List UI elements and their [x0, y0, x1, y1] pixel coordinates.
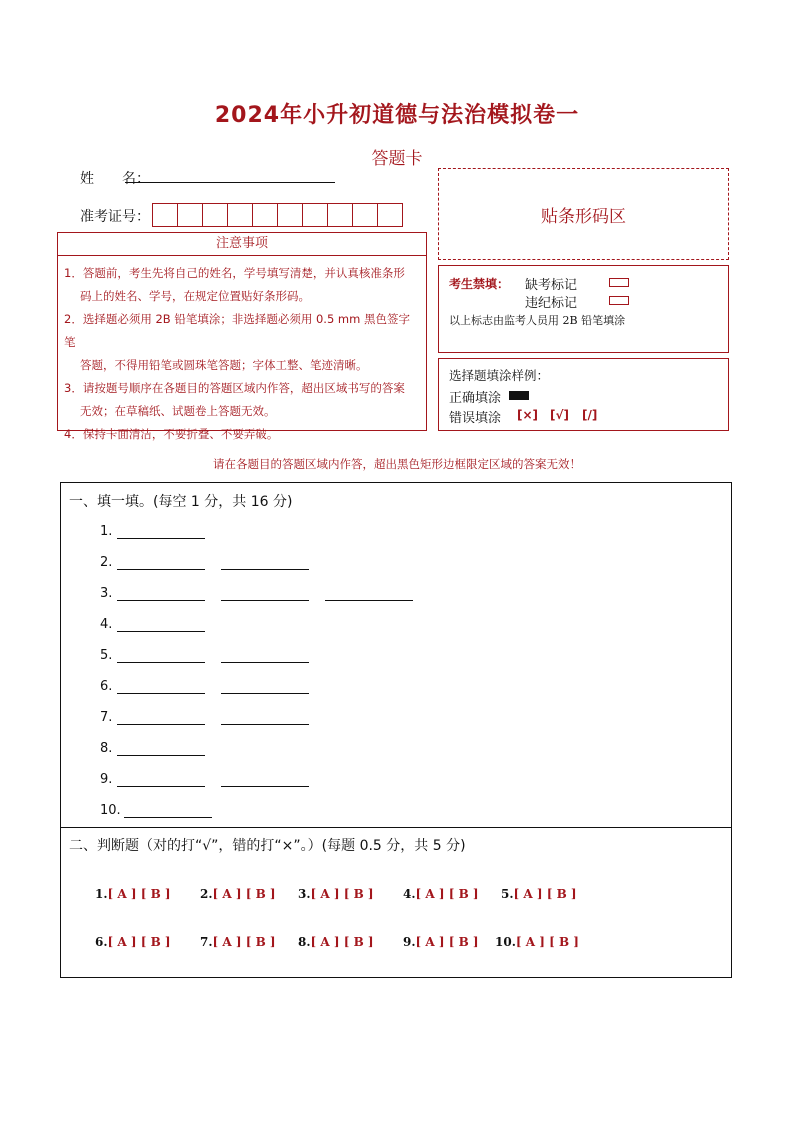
tf-item[interactable]: 4.[ A ] [ B ]	[403, 887, 479, 901]
fill-sample-box	[438, 358, 729, 431]
question-number: 5.	[100, 648, 113, 663]
correct-fill-label: 正确填涂	[449, 391, 502, 406]
tf-item[interactable]: 6.[ A ] [ B ]	[95, 935, 171, 949]
question-number: 4.	[100, 617, 113, 632]
page-title: 2024年小升初道德与法治模拟卷一	[214, 103, 580, 128]
barcode-area	[438, 168, 729, 260]
answer-blank[interactable]	[117, 631, 205, 632]
notice-item: 4．保持卡面清洁，不要折叠、不要弄破。	[64, 427, 279, 441]
section-1-title: 一、填一填。(每空 1 分，共 16 分)	[69, 494, 293, 510]
notice-heading: 注意事项	[57, 232, 427, 256]
section-2-title: 二、判断题（对的打“√”，错的打“×”。）(每题 0.5 分，共 5 分)	[69, 838, 466, 854]
tf-item[interactable]: 5.[ A ] [ B ]	[501, 887, 577, 901]
wrong-fill-label: 错误填涂	[449, 411, 502, 426]
answer-blank[interactable]	[117, 600, 205, 601]
forbidden-note: 以上标志由监考人员用 2B 铅笔填涂	[449, 314, 626, 327]
answer-blank[interactable]	[117, 662, 205, 663]
tf-item[interactable]: 2.[ A ] [ B ]	[200, 887, 276, 901]
question-number: 3.	[100, 586, 113, 601]
answer-blank[interactable]	[325, 600, 413, 601]
id-digit-box[interactable]	[302, 203, 328, 227]
id-digit-box[interactable]	[227, 203, 253, 227]
answer-blank[interactable]	[221, 662, 309, 663]
answer-blank[interactable]	[117, 538, 205, 539]
notice-box	[57, 255, 427, 441]
answer-area-warning: 请在各题目的答题区域内作答，超出黑色矩形边框限定区域的答案无效！	[213, 457, 581, 471]
forbidden-label: 考生禁填：	[449, 277, 510, 291]
wrong-example-3: [/]	[582, 408, 598, 422]
answer-blank[interactable]	[117, 786, 205, 787]
id-digit-box[interactable]	[177, 203, 203, 227]
answer-blank[interactable]	[124, 817, 212, 818]
name-label: 姓 名：	[80, 171, 150, 187]
tf-item[interactable]: 7.[ A ] [ B ]	[200, 935, 276, 949]
answer-blank[interactable]	[221, 693, 309, 694]
wrong-example-1: [×]	[517, 408, 539, 422]
id-digit-box[interactable]	[252, 203, 278, 227]
question-number: 7.	[100, 710, 113, 725]
answer-blank[interactable]	[117, 569, 205, 570]
answer-blank[interactable]	[117, 724, 205, 725]
answer-blank[interactable]	[221, 569, 309, 570]
barcode-label: 贴条形码区	[541, 206, 626, 227]
id-digit-box[interactable]	[152, 203, 178, 227]
question-number: 10.	[100, 803, 121, 818]
tf-item[interactable]: 8.[ A ] [ B ]	[298, 935, 374, 949]
violation-mark-box[interactable]	[609, 296, 629, 305]
examiner-only-box	[438, 265, 729, 353]
id-digit-box[interactable]	[327, 203, 353, 227]
tf-item[interactable]: 1.[ A ] [ B ]	[95, 887, 171, 901]
answer-blank[interactable]	[221, 786, 309, 787]
absent-mark-box[interactable]	[609, 278, 629, 287]
wrong-example-2: [√]	[550, 408, 569, 422]
tf-item[interactable]: 9.[ A ] [ B ]	[403, 935, 479, 949]
absent-mark-label: 缺考标记	[525, 278, 578, 293]
id-digit-box[interactable]	[377, 203, 403, 227]
answer-blank[interactable]	[221, 600, 309, 601]
id-number-boxes[interactable]	[152, 203, 403, 227]
id-digit-box[interactable]	[202, 203, 228, 227]
section-true-false	[60, 827, 732, 978]
notice-item: 1．答题前，考生先将自己的姓名，学号填写清楚，并认真核准条形 码上的姓名、学号，在规定位置贴好条形码。	[64, 266, 405, 303]
id-label: 准考证号：	[80, 209, 150, 225]
id-digit-box[interactable]	[352, 203, 378, 227]
question-number: 1.	[100, 524, 113, 539]
question-number: 8.	[100, 741, 113, 756]
filled-sample-mark	[509, 391, 529, 400]
question-number: 9.	[100, 772, 113, 787]
question-number: 2.	[100, 555, 113, 570]
fill-sample-title: 选择题填涂样例：	[449, 368, 550, 383]
answer-blank[interactable]	[221, 724, 309, 725]
tf-item[interactable]: 10.[ A ] [ B ]	[495, 935, 579, 949]
violation-mark-label: 违纪标记	[525, 296, 578, 311]
tf-item[interactable]: 3.[ A ] [ B ]	[298, 887, 374, 901]
question-number: 6.	[100, 679, 113, 694]
answer-blank[interactable]	[117, 755, 205, 756]
id-digit-box[interactable]	[277, 203, 303, 227]
notice-item: 3．请按题号顺序在各题目的答题区域内作答，超出区域书写的答案 无效；在草稿纸、试题卷上答题无效。	[64, 381, 405, 418]
name-field[interactable]	[125, 182, 335, 183]
answer-sheet-subtitle: 答题卡	[371, 149, 423, 169]
answer-blank[interactable]	[117, 693, 205, 694]
section-fill-in	[60, 482, 732, 828]
notice-item: 2．选择题必须用 2B 铅笔填涂；非选择题必须用 0.5 mm 黑色签字笔 答题，不得用铅笔或圆珠笔答题；字体工整、笔迹清晰。	[64, 312, 410, 372]
